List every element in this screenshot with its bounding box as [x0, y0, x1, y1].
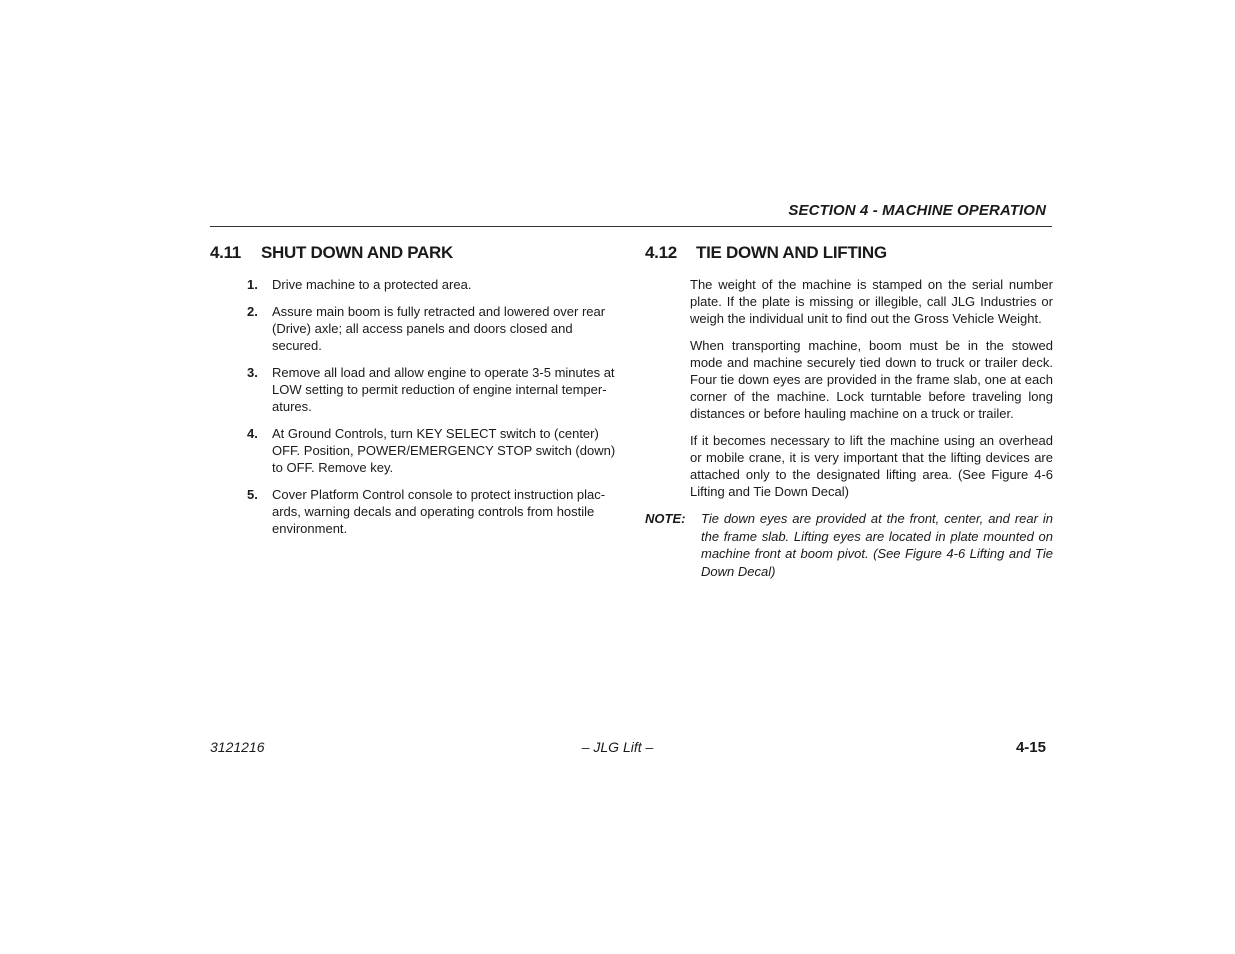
note-label: NOTE:	[645, 511, 686, 526]
step-text: Assure main boom is fully retracted and lowered over rear (Drive) axle; all access panels and doors closed and secured.	[272, 304, 606, 353]
step-text: At Ground Controls, turn KEY SELECT switch to (center) OFF. Position, POWER/EMERGENCY STOP switch (down) to OFF. Remove key.	[272, 426, 616, 475]
step-number: 1.	[247, 277, 258, 292]
step-text: Remove all load and allow engine to operate 3-5 minutes at LOW setting to permit reduction of engine internal temper-atures.	[272, 365, 615, 414]
paragraph: If it becomes necessary to lift the machine using an overhead or mobile crane, it is very important that the lifting devices are attached only to the designated lifting area. (See Figure 4-6 Lifting and Tie Down Decal)	[690, 433, 1053, 499]
note-block	[645, 510, 1053, 580]
section-number: 4.12	[645, 243, 677, 262]
paragraph: When transporting machine, boom must be in the stowed mode and machine securely tied down to truck or trailer deck. Four tie down eyes are provided in the frame slab, one at each corner of the machine. Lock turntable before traveling long distances or before hauling machine on a truck or trailer.	[690, 338, 1053, 421]
footer-publisher: – JLG Lift –	[581, 739, 654, 755]
step-number: 4.	[247, 426, 258, 441]
section-body	[645, 276, 1053, 500]
list-item	[210, 486, 620, 537]
list-item	[210, 425, 620, 476]
section-shut-down-and-park	[210, 240, 620, 547]
list-item	[210, 276, 620, 293]
header-divider	[210, 226, 1052, 227]
footer-page-number: 4-15	[1015, 739, 1046, 756]
section-title: SHUT DOWN AND PARK	[261, 243, 453, 262]
step-text: Drive machine to a protected area.	[272, 277, 472, 292]
footer-doc-number: 3121216	[210, 739, 265, 755]
step-number: 3.	[247, 365, 258, 380]
procedure-steps	[210, 276, 620, 537]
list-item	[210, 364, 620, 415]
paragraph: The weight of the machine is stamped on the serial number plate. If the plate is missing or illegible, call JLG Industries or weigh the individual unit to find out the Gross Vehicle Weight.	[690, 277, 1053, 326]
section-heading	[645, 240, 1053, 266]
step-text: Cover Platform Control console to protect instruction plac-ards, warning decals and operating controls from hostile environment.	[272, 487, 606, 536]
step-number: 5.	[247, 487, 258, 502]
section-heading	[210, 240, 620, 266]
section-title: TIE DOWN AND LIFTING	[696, 243, 887, 262]
list-item	[210, 303, 620, 354]
section-header-title: SECTION 4 - MACHINE OPERATION	[788, 202, 1046, 219]
section-tie-down-and-lifting	[645, 240, 1053, 580]
step-number: 2.	[247, 304, 258, 319]
note-text: Tie down eyes are provided at the front, center, and rear in the frame slab. Lifting eyes are located in plate mounted on machine front at boom pivot. (See Figure 4-6 Lifting and Tie Down Decal)	[701, 511, 1053, 579]
section-number: 4.11	[210, 243, 241, 262]
